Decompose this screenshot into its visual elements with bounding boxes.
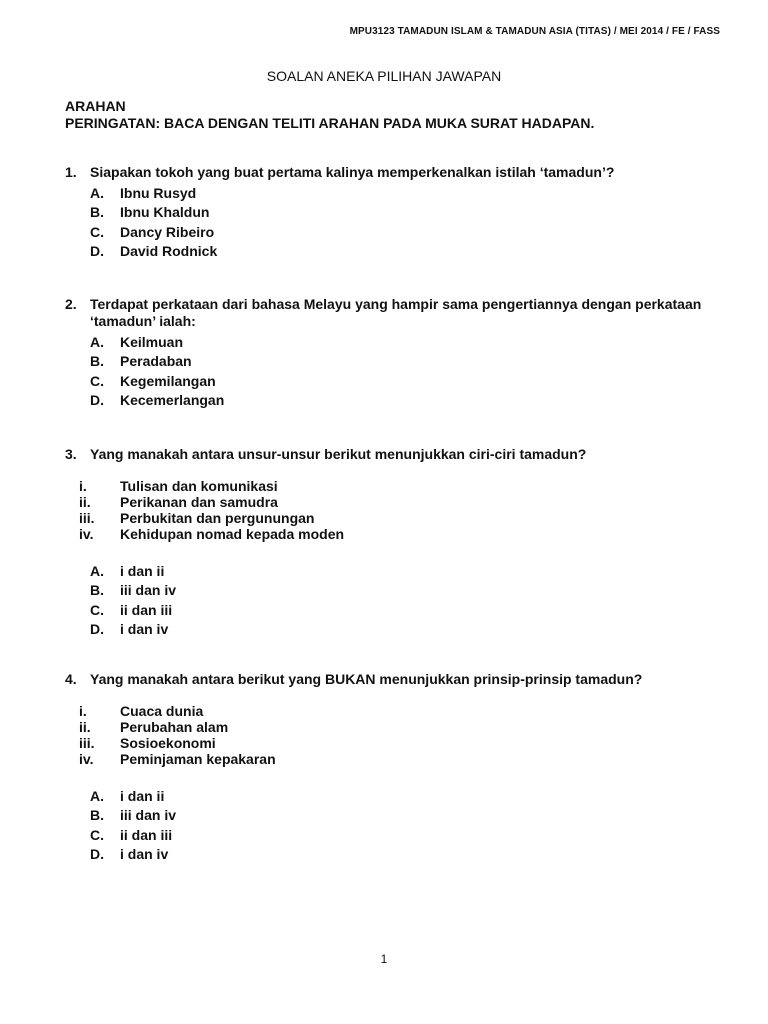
question-3 <box>65 446 735 639</box>
option-b <box>90 581 735 600</box>
statement-label: ii. <box>79 719 91 735</box>
option-text: Kegemilangan <box>120 372 216 389</box>
option-d <box>90 620 735 639</box>
option-text: iii dan iv <box>120 807 177 824</box>
statement-text: Cuaca dunia <box>120 703 204 719</box>
statement-i <box>79 478 735 494</box>
statement-label: iv. <box>79 526 94 542</box>
statement-label: iii. <box>79 735 95 751</box>
option-a <box>90 184 735 203</box>
question-number: 2. <box>65 296 77 312</box>
option-a <box>90 787 735 806</box>
option-text: Peradaban <box>120 353 192 370</box>
option-c <box>90 826 735 845</box>
option-d <box>90 845 735 864</box>
question-text: Siapakan tokoh yang buat pertama kalinya memperkenalkan istilah ‘tamadun’? <box>90 164 615 180</box>
answer-options <box>90 562 735 639</box>
instructions <box>65 98 594 132</box>
option-b <box>90 352 735 371</box>
option-b <box>90 203 735 222</box>
option-letter: C. <box>90 601 104 618</box>
option-text: i dan ii <box>120 563 165 579</box>
question-4 <box>65 671 735 864</box>
statement-list <box>79 478 735 542</box>
statement-text: Sosioekonomi <box>120 735 216 751</box>
question-text: Yang manakah antara unsur-unsur berikut menunjukkan ciri-ciri tamadun? <box>90 446 587 462</box>
statement-label: iii. <box>79 510 95 526</box>
option-text: i dan iv <box>120 845 169 862</box>
question-stem <box>65 671 735 688</box>
instructions-warning: PERINGATAN: BACA DENGAN TELITI ARAHAN PADA MUKA SURAT HADAPAN. <box>65 115 595 131</box>
option-b <box>90 806 735 825</box>
statement-ii <box>79 494 735 510</box>
question-text: Terdapat perkataan dari bahasa Melayu yang hampir sama pengertiannya dengan perkataan ‘tamadun’ ialah: <box>90 296 702 329</box>
option-text: ii dan iii <box>120 601 173 618</box>
option-text: David Rodnick <box>120 242 218 259</box>
question-number: 4. <box>65 671 77 687</box>
option-letter: A. <box>90 334 104 350</box>
page-number: 1 <box>380 952 388 966</box>
question-1 <box>65 164 735 261</box>
statement-label: ii. <box>79 494 91 510</box>
option-letter: C. <box>90 826 104 843</box>
option-letter: D. <box>90 620 104 637</box>
option-letter: A. <box>90 563 104 579</box>
question-2 <box>65 296 735 410</box>
answer-options <box>90 787 735 864</box>
statement-i <box>79 703 735 719</box>
option-a <box>90 333 735 352</box>
question-stem <box>65 164 735 181</box>
statement-text: Kehidupan nomad kepada moden <box>120 526 345 542</box>
instructions-heading: ARAHAN <box>65 98 126 114</box>
question-stem <box>65 296 735 330</box>
statement-label: i. <box>79 478 87 494</box>
option-letter: A. <box>90 185 104 201</box>
question-text: Yang manakah antara berikut yang BUKAN menunjukkan prinsip-prinsip tamadun? <box>90 671 643 687</box>
statement-text: Tulisan dan komunikasi <box>120 478 278 494</box>
option-letter: C. <box>90 223 104 240</box>
option-text: i dan ii <box>120 788 165 804</box>
option-text: Keilmuan <box>120 334 184 350</box>
option-text: Ibnu Rusyd <box>120 185 197 201</box>
question-number: 3. <box>65 446 77 462</box>
option-text: Dancy Ribeiro <box>120 223 215 240</box>
answer-options <box>90 333 735 410</box>
statement-iii <box>79 735 735 751</box>
option-d <box>90 391 735 410</box>
option-text: Ibnu Khaldun <box>120 204 210 221</box>
question-number: 1. <box>65 164 77 180</box>
option-d <box>90 242 735 261</box>
question-stem <box>65 446 735 463</box>
statement-text: Perubahan alam <box>120 719 229 735</box>
statement-ii <box>79 719 735 735</box>
option-text: ii dan iii <box>120 826 173 843</box>
statement-label: i. <box>79 703 87 719</box>
option-letter: B. <box>90 204 104 221</box>
statement-label: iv. <box>79 751 94 767</box>
statement-text: Perikanan dan samudra <box>120 494 278 510</box>
option-letter: A. <box>90 788 104 804</box>
answer-options <box>90 184 735 261</box>
statement-iv <box>79 526 735 542</box>
option-text: iii dan iv <box>120 582 177 599</box>
option-a <box>90 562 735 581</box>
option-c <box>90 601 735 620</box>
section-title: SOALAN ANEKA PILIHAN JAWAPAN <box>266 68 502 84</box>
option-letter: C. <box>90 372 104 389</box>
option-letter: B. <box>90 582 104 599</box>
option-letter: B. <box>90 353 104 370</box>
option-letter: B. <box>90 807 104 824</box>
statement-iv <box>79 751 735 767</box>
statement-list <box>79 703 735 767</box>
option-c <box>90 223 735 242</box>
option-c <box>90 372 735 391</box>
option-letter: D. <box>90 242 104 259</box>
statement-text: Perbukitan dan pergunungan <box>120 510 315 526</box>
option-letter: D. <box>90 845 104 862</box>
option-text: Kecemerlangan <box>120 391 225 408</box>
statement-text: Peminjaman kepakaran <box>120 751 276 767</box>
page-header: MPU3123 TAMADUN ISLAM & TAMADUN ASIA (TITAS) / MEI 2014 / FE / FASS <box>349 26 720 37</box>
option-text: i dan iv <box>120 620 169 637</box>
option-letter: D. <box>90 391 104 408</box>
statement-iii <box>79 510 735 526</box>
